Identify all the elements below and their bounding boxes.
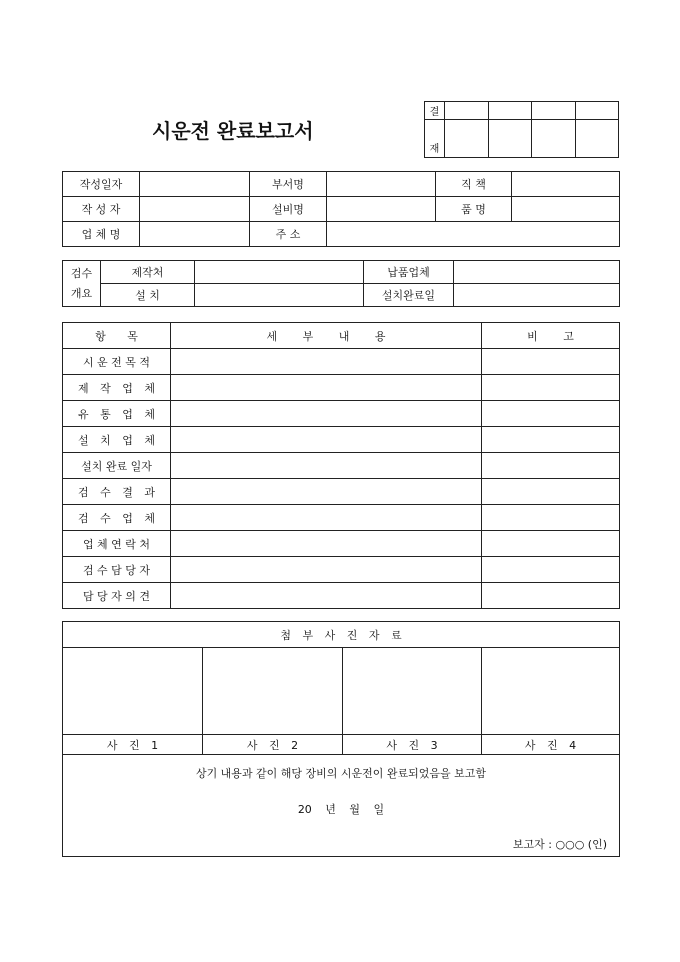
detail-cell[interactable] bbox=[171, 557, 482, 583]
report-footer bbox=[63, 755, 620, 857]
label-install-complete-date: 설치완료일 bbox=[364, 284, 454, 307]
field-manufacturer[interactable] bbox=[195, 261, 364, 284]
label-supplier: 납품업체 bbox=[364, 261, 454, 284]
detail-cell[interactable] bbox=[171, 505, 482, 531]
remark-cell[interactable] bbox=[482, 427, 620, 453]
label-manufacturer: 제작처 bbox=[101, 261, 195, 284]
detail-cell[interactable] bbox=[171, 349, 482, 375]
field-item-name[interactable] bbox=[512, 197, 620, 222]
inspection-group-label-1: 검수 bbox=[70, 266, 93, 280]
photos-table bbox=[62, 621, 620, 857]
header-item: 항 목 bbox=[63, 323, 171, 349]
field-date[interactable] bbox=[140, 172, 250, 197]
inspection-group-label-2: 개요 bbox=[70, 286, 93, 300]
photo-slot-2[interactable] bbox=[203, 648, 343, 735]
row-label: 검 수 업 체 bbox=[63, 505, 171, 531]
row-label: 제 작 업 체 bbox=[63, 375, 171, 401]
report-statement: 상기 내용과 같이 해당 장비의 시운전이 완료되었음을 보고함 bbox=[195, 767, 487, 780]
photo-caption-2: 사 진 2 bbox=[203, 735, 343, 755]
label-author: 작 성 자 bbox=[63, 197, 140, 222]
approval-sign-cell[interactable] bbox=[532, 120, 576, 158]
field-position[interactable] bbox=[512, 172, 620, 197]
row-label: 설 치 업 체 bbox=[63, 427, 171, 453]
approval-cell[interactable] bbox=[575, 102, 619, 120]
header-details: 세 부 내 용 bbox=[171, 323, 482, 349]
photo-slot-4[interactable] bbox=[482, 648, 620, 735]
approval-sign-cell[interactable] bbox=[575, 120, 619, 158]
row-label: 담 당 자 의 견 bbox=[63, 583, 171, 609]
label-position: 직 책 bbox=[436, 172, 512, 197]
label-item-name: 품 명 bbox=[436, 197, 512, 222]
approval-sign-cell[interactable] bbox=[488, 120, 532, 158]
row-label: 설치 완료 일자 bbox=[63, 453, 171, 479]
remark-cell[interactable] bbox=[482, 401, 620, 427]
approval-label-bottom: 재 bbox=[425, 120, 445, 158]
photo-caption-3: 사 진 3 bbox=[343, 735, 482, 755]
page-title: 시운전 완료보고서 bbox=[152, 119, 314, 143]
field-department[interactable] bbox=[327, 172, 436, 197]
approval-cell[interactable] bbox=[488, 102, 532, 120]
row-label: 업 체 연 락 처 bbox=[63, 531, 171, 557]
row-label: 유 통 업 체 bbox=[63, 401, 171, 427]
info-table bbox=[62, 171, 620, 247]
items-table bbox=[62, 322, 620, 609]
detail-cell[interactable] bbox=[171, 427, 482, 453]
header-remarks: 비 고 bbox=[482, 323, 620, 349]
photos-header: 첨 부 사 진 자 료 bbox=[63, 622, 620, 648]
field-company[interactable] bbox=[140, 222, 250, 247]
approval-sign-cell[interactable] bbox=[445, 120, 489, 158]
field-installation[interactable] bbox=[195, 284, 364, 307]
remark-cell[interactable] bbox=[482, 375, 620, 401]
field-install-complete-date[interactable] bbox=[454, 284, 620, 307]
detail-cell[interactable] bbox=[171, 583, 482, 609]
reporter-signature[interactable]: 보고자 : ○○○ (인) bbox=[512, 838, 607, 851]
inspection-table bbox=[62, 260, 620, 307]
detail-cell[interactable] bbox=[171, 531, 482, 557]
detail-cell[interactable] bbox=[171, 453, 482, 479]
approval-box bbox=[424, 101, 619, 158]
label-department: 부서명 bbox=[250, 172, 327, 197]
photo-slot-1[interactable] bbox=[63, 648, 203, 735]
detail-cell[interactable] bbox=[171, 375, 482, 401]
report-date[interactable]: 20 년 월 일 bbox=[297, 803, 385, 816]
field-supplier[interactable] bbox=[454, 261, 620, 284]
label-company: 업 체 명 bbox=[63, 222, 140, 247]
remark-cell[interactable] bbox=[482, 531, 620, 557]
remark-cell[interactable] bbox=[482, 505, 620, 531]
field-author[interactable] bbox=[140, 197, 250, 222]
row-label: 검 수 결 과 bbox=[63, 479, 171, 505]
photo-slot-3[interactable] bbox=[343, 648, 482, 735]
label-date: 작성일자 bbox=[63, 172, 140, 197]
remark-cell[interactable] bbox=[482, 479, 620, 505]
field-address[interactable] bbox=[327, 222, 620, 247]
photo-caption-4: 사 진 4 bbox=[482, 735, 620, 755]
approval-cell[interactable] bbox=[445, 102, 489, 120]
remark-cell[interactable] bbox=[482, 583, 620, 609]
remark-cell[interactable] bbox=[482, 557, 620, 583]
label-address: 주 소 bbox=[250, 222, 327, 247]
field-equipment[interactable] bbox=[327, 197, 436, 222]
approval-cell[interactable] bbox=[532, 102, 576, 120]
remark-cell[interactable] bbox=[482, 349, 620, 375]
inspection-group-label bbox=[63, 261, 101, 307]
approval-label-top: 결 bbox=[425, 102, 445, 120]
remark-cell[interactable] bbox=[482, 453, 620, 479]
detail-cell[interactable] bbox=[171, 479, 482, 505]
row-label: 검 수 담 당 자 bbox=[63, 557, 171, 583]
row-label: 시 운 전 목 적 bbox=[63, 349, 171, 375]
photo-caption-1: 사 진 1 bbox=[63, 735, 203, 755]
label-installation: 설 치 bbox=[101, 284, 195, 307]
label-equipment: 설비명 bbox=[250, 197, 327, 222]
detail-cell[interactable] bbox=[171, 401, 482, 427]
